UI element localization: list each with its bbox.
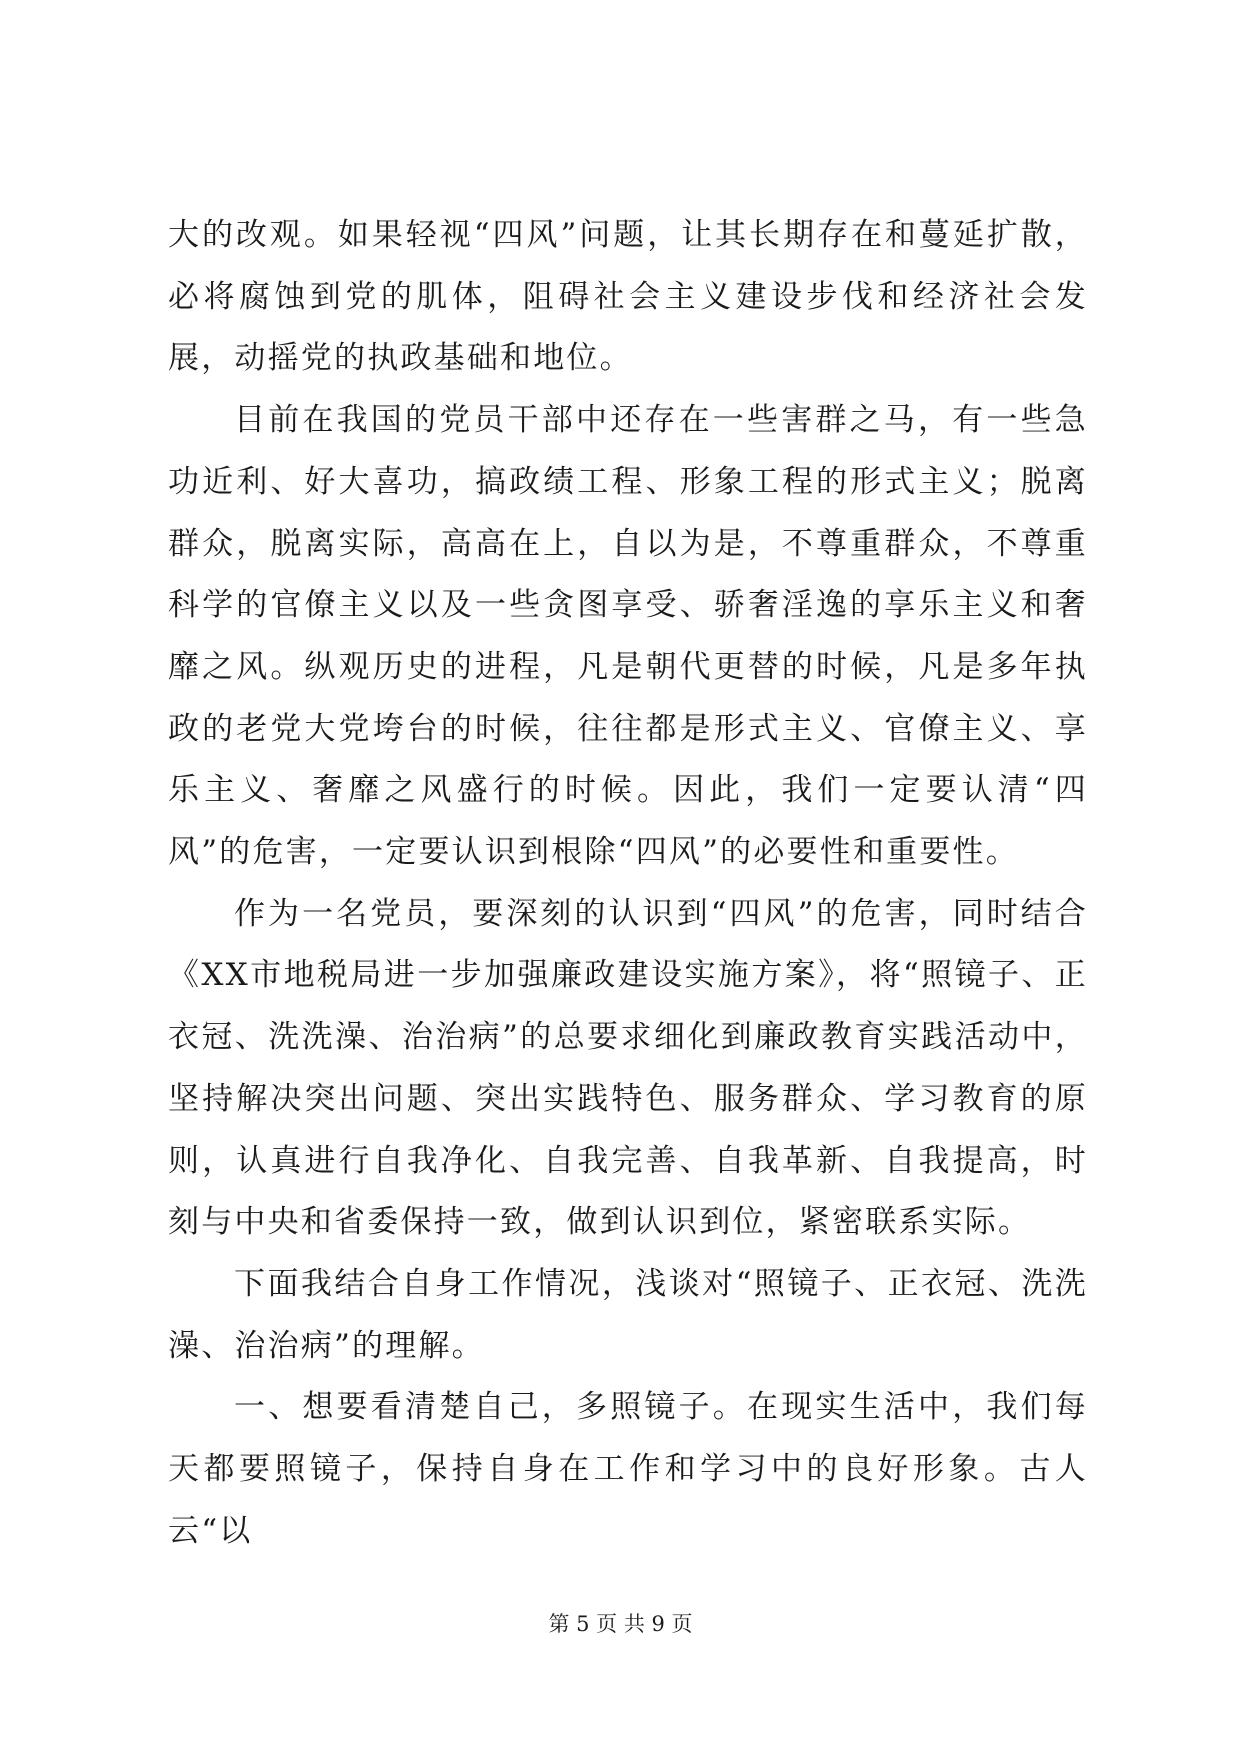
paragraph: 作为一名党员，要深刻的认识到“四风”的危害，同时结合《XX市地税局进一步加强廉政建设实施方案》，将“照镜子、正衣冠、洗洗澡、治治病”的总要求细化到廉政教育实践活动中，坚持解决突出问题、突出实践特色、服务群众、学习教育的原则，认真进行自我净化、自我完善、自我革新、自我提高，时刻与中央和省委保持一致，做到认识到位，紧密联系实际。 [168, 895, 1088, 1241]
paragraph: 一、想要看清楚自己，多照镜子。在现实生活中，我们每天都要照镜子，保持自身在工作和学习中的良好形象。古人云“以 [168, 1389, 1088, 1549]
page-footer [0, 1608, 1241, 1638]
page-number-label: 第 5 页 共 9 页 [548, 1612, 693, 1636]
paragraph-continuation: 大的改观。如果轻视“四风”问题，让其长期存在和蔓延扩散，必将腐蚀到党的肌体，阻碍社会主义建设步伐和经济社会发展，动摇党的执政基础和地位。 [168, 217, 1088, 377]
paragraph: 下面我结合自身工作情况，浅谈对“照镜子、正衣冠、洗洗澡、治治病”的理解。 [168, 1265, 1088, 1364]
paragraph: 目前在我国的党员干部中还存在一些害群之马，有一些急功近利、好大喜功，搞政绩工程、形象工程的形式主义；脱离群众，脱离实际，高高在上，自以为是，不尊重群众，不尊重科学的官僚主义以及一些贪图享受、骄奢淫逸的享乐主义和奢靡之风。纵观历史的进程，凡是朝代更替的时候，凡是多年执政的老党大党垮台的时候，往往都是形式主义、官僚主义、享乐主义、奢靡之风盛行的时候。因此，我们一定要认清“四风”的危害，一定要认识到根除“四风”的必要性和重要性。 [168, 402, 1088, 871]
document-body [168, 205, 1088, 1562]
